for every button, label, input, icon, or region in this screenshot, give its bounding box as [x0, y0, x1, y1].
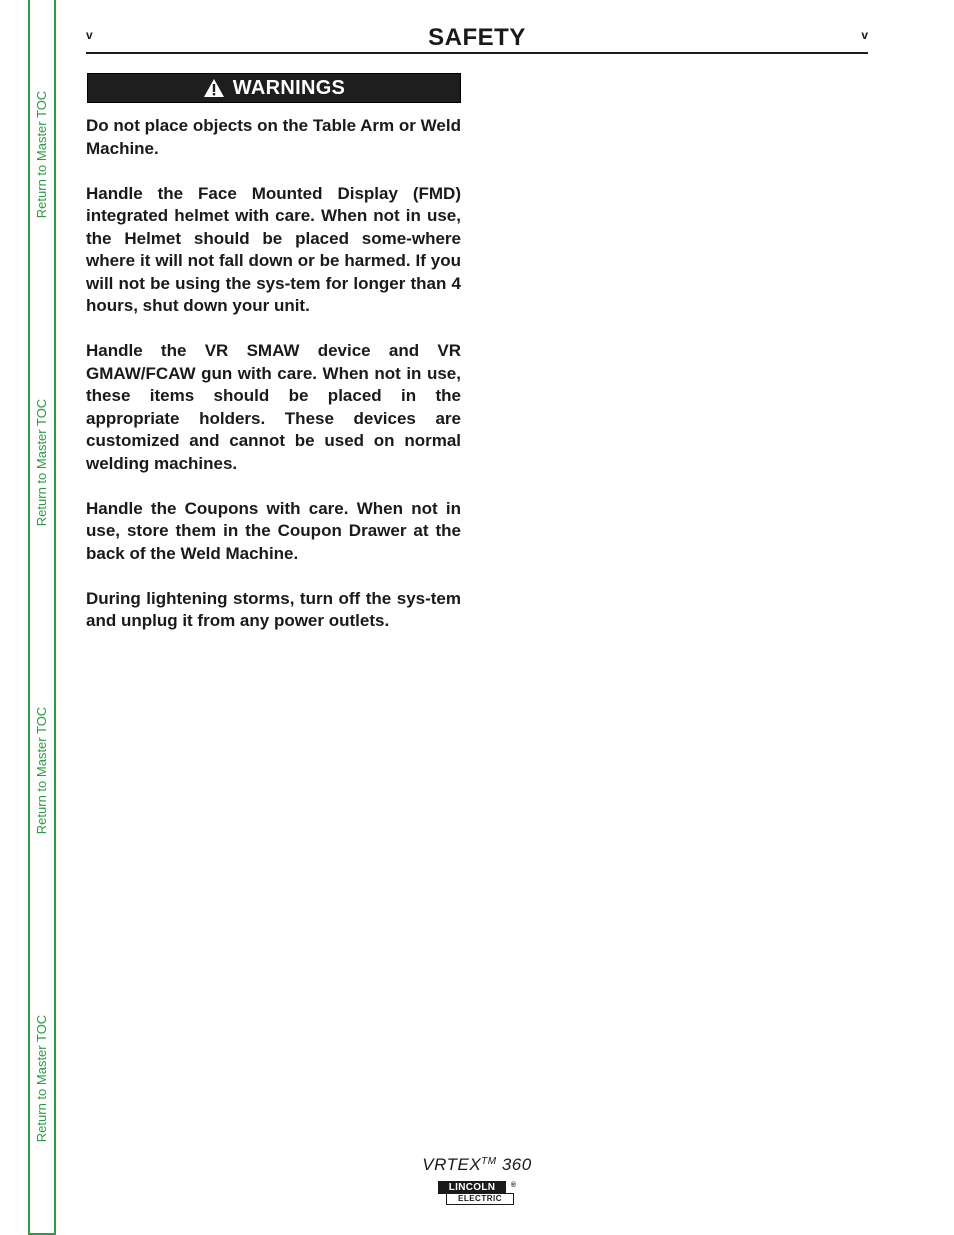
- page-header: [86, 22, 868, 54]
- toc-link-label: Return to Master TOC: [34, 398, 50, 526]
- product-model: 360: [501, 1155, 532, 1174]
- logo-top-text: LINCOLN: [438, 1181, 506, 1194]
- return-to-master-toc-link[interactable]: [30, 74, 54, 234]
- page-number-right: v: [861, 28, 868, 42]
- return-to-master-toc-link[interactable]: [30, 382, 54, 542]
- registered-mark: ®: [510, 1182, 516, 1189]
- toc-link-label: Return to Master TOC: [34, 1014, 50, 1142]
- warnings-banner: [87, 73, 461, 103]
- warnings-label: WARNINGS: [232, 76, 346, 99]
- logo-bottom-text: ELECTRIC: [446, 1193, 514, 1205]
- toc-link-label: Return to Master TOC: [34, 90, 50, 218]
- page-footer: [400, 1155, 554, 1207]
- toc-link-label: Return to Master TOC: [34, 706, 50, 834]
- page-number-left: v: [86, 28, 93, 42]
- trademark-mark: TM: [481, 1156, 497, 1167]
- warning-paragraph: Handle the Coupons with care. When not in use, store them in the Coupon Drawer at the back of the Weld Machine.: [86, 498, 461, 563]
- warning-triangle-icon: [203, 78, 225, 98]
- warning-paragraph: Handle the Face Mounted Display (FMD) integrated helmet with care. When not in use, the Helmet should be placed some-where where it will not fall down or be harmed. If you will not be using the sys-tem for longer than 4 hours, shut down your unit.: [86, 183, 461, 315]
- warning-paragraph: Handle the VR SMAW device and VR GMAW/FCAW gun with care. When not in use, these items should be placed in the appropriate holders. These devices are customized and cannot be used on normal welding machines.: [86, 341, 461, 473]
- warning-paragraph: During lightening storms, turn off the sys-tem and unplug it from any power outlets.: [86, 588, 461, 630]
- warning-paragraph: Do not place objects on the Table Arm or Weld Machine.: [86, 116, 461, 158]
- return-to-master-toc-link[interactable]: [30, 998, 54, 1158]
- lincoln-electric-logo: [438, 1181, 516, 1207]
- product-brand: VRTEX: [422, 1155, 482, 1174]
- toc-strip: [28, 0, 56, 1235]
- section-title: SAFETY: [428, 24, 526, 51]
- product-name: [400, 1155, 554, 1175]
- warnings-body: [86, 115, 461, 655]
- return-to-master-toc-link[interactable]: [30, 690, 54, 850]
